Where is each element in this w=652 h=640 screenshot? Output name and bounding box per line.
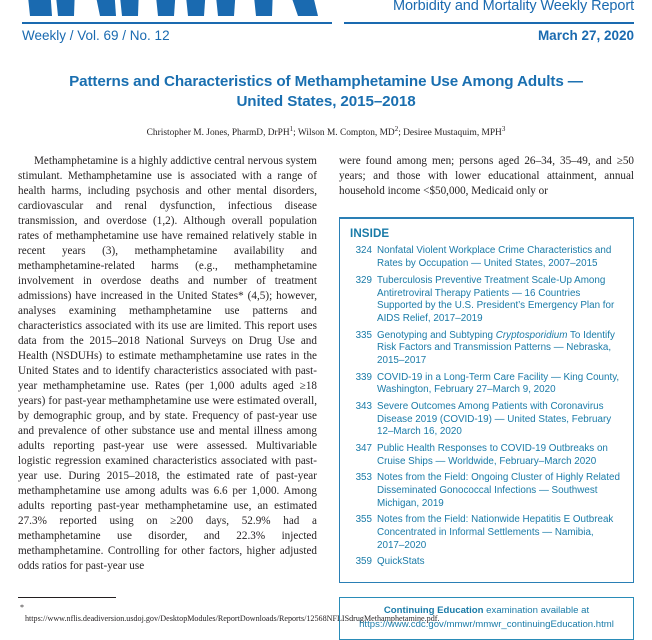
inside-item-title [377, 443, 623, 469]
author-1-affiliation: 1 [289, 125, 294, 134]
inside-page-number: 324 [355, 245, 372, 257]
abstract-continuation: were found among men; persons aged 26–34, 35–49, and ≥50 years; and those with lower educational attainment, annual household income <$50,000, Medicaid only or [339, 155, 634, 198]
inside-title-part: Tuberculosis Preventive Treatment Scale-Up Among Antiretroviral Therapy Patients — 16 Countries Supported by the U.S. President’s Emergency Plan for AIDS Relief, 2017–2019 [377, 274, 615, 325]
continuing-education-url[interactable]: https://www.cdc.gov/mmwr/mmwr_continuingEducation.html [359, 618, 614, 630]
article-authors [30, 125, 622, 139]
inside-title-part: Nonfatal Violent Workplace Crime Characteristics and Rates by Occupation — United States, 2007–2015 [377, 245, 612, 270]
two-column-layout [0, 154, 652, 639]
inside-title-part: Public Health Responses to COVID-19 Outbreaks on Cruise Ships — Worldwide, February–March 2020 [377, 442, 608, 467]
author-1: Christopher M. Jones, PharmD, DrPH [146, 128, 290, 139]
article-header [0, 72, 652, 139]
list-item[interactable] [350, 556, 623, 569]
continuing-education-text: examination available at [483, 605, 590, 617]
author-3-affiliation: 3 [501, 125, 506, 134]
inside-page-number: 329 [355, 274, 372, 286]
issue-date: March 27, 2020 [537, 28, 634, 43]
inside-box [339, 217, 634, 583]
article-title-line-1: Patterns and Characteristics of Methamphetamine Use Among Adults — [69, 73, 583, 90]
continuing-education-box [339, 597, 634, 639]
article-title-line-2: United States, 2015–2018 [236, 93, 416, 111]
continuing-education-label [384, 605, 589, 616]
inside-title-part: COVID-19 in a Long-Term Care Facility — King County, Washington, February 27–March 9, 2020 [377, 371, 620, 396]
inside-page-number: 335 [355, 329, 372, 341]
inside-title-part: QuickStats [377, 556, 425, 568]
list-item[interactable] [350, 245, 623, 271]
volume-issue-line: Weekly / Vol. 69 / No. 12 [22, 28, 170, 43]
inside-page-number: 355 [355, 514, 372, 525]
footnote-divider [18, 597, 116, 598]
footnote-marker: * [20, 602, 25, 612]
inside-item-title [377, 245, 623, 271]
masthead-rule-right [344, 22, 634, 24]
inside-item-title [377, 556, 623, 569]
right-column [339, 154, 634, 639]
inside-page-number: 359 [355, 556, 372, 568]
inside-page-number: 343 [355, 400, 372, 412]
list-item[interactable] [350, 372, 623, 398]
inside-page-number: 339 [355, 371, 372, 383]
footnote-url[interactable]: https://www.nflis.deadiversion.usdoj.gov/DesktopModules/ReportDownloads/Reports/12568NFLISdrugMethamphetamine.pdf. [25, 613, 440, 623]
author-2-affiliation: 2 [394, 125, 399, 134]
masthead-rule-left [22, 22, 332, 24]
list-item[interactable] [350, 514, 623, 553]
list-item[interactable] [350, 472, 623, 511]
list-item[interactable] [350, 330, 623, 369]
inside-title-part: Genotyping and Subtyping [377, 329, 496, 341]
inside-item-title [377, 472, 623, 511]
inside-title-part: Severe Outcomes Among Patients with Coronavirus Disease 2019 (COVID-19) — United States, February 12–March 16, 2020 [377, 400, 612, 438]
author-separator-1: ; Wilson M. Compton, MD [293, 128, 395, 139]
list-item[interactable] [350, 443, 623, 469]
inside-item-title [377, 372, 623, 398]
inside-item-title [377, 275, 623, 326]
author-separator-2: ; Desiree Mustaquim, MPH [398, 128, 502, 139]
page-title [30, 72, 622, 112]
inside-contents-list [350, 245, 623, 568]
list-item[interactable] [350, 401, 623, 440]
masthead [0, 0, 652, 48]
inside-heading: INSIDE [350, 227, 390, 241]
inside-title-part: Notes from the Field: Nationwide Hepatitis E Outbreak Concentrated in Informal Settlements — Namibia, 2017–2020 [377, 514, 614, 551]
masthead-tagline: Morbidity and Mortality Weekly Report [392, 0, 634, 14]
inside-item-title [377, 401, 623, 440]
inside-page-number: 347 [355, 442, 372, 454]
continuing-education-bold: Continuing Education [383, 605, 484, 617]
inside-page-number: 353 [355, 471, 372, 483]
inside-title-tail: To Identify Risk Factors and Transmission Patterns — Nebraska, 2015–2017 [377, 329, 615, 367]
inside-item-title [377, 514, 623, 553]
inside-title-part: Notes from the Field: Ongoing Cluster of Highly Related Disseminated Gonococcal Infections — Southwest Michigan, 2019 [377, 471, 620, 509]
list-item[interactable] [350, 275, 623, 326]
inside-title-italic: Cryptosporidium [495, 329, 568, 341]
inside-item-title [377, 330, 623, 369]
abstract-paragraph: Methamphetamine is a highly addictive central nervous system stimulant. Methamphetamine use is associated with a range of health harms, including psychosis and other mental disorders, cardiovascular and renal dysfunction, infectious disease transmission, and overdose (1,2). Although overall population rates of methamphetamine use have remained relatively stable in recent years (3), methamphetamine availability and methamphetamine-related harms (e.g., methamphetamine involvement in overdose deaths and number of treatment admissions) have increased in the United States* (4,5); however, analyses examining methamphetamine use patterns and characteristics associated with its use are limited. This report uses data from the 2015–2018 National Surveys on Drug Use and Health (NSDUHs) to estimate methamphetamine use rates in the United States and to identify characteristics associated with past-year methamphetamine use. Rates (per 1,000 adults aged ≥18 years) for past-year methamphetamine use were estimated overall, by demographic group, and by state. Frequency of past-year use and prevalence of other substance use and mental illness among adults reporting past-year use were assessed. Multivariable logistic regression examined characteristics associated with past-year use. During 2015–2018, the estimated rate of past-year methamphetamine use among adults was 6.6 per 1,000. Among adults reporting past-year methamphetamine use, an estimated 27.3% reported using on ≥200 days, 52.9% had a methamphetamine use disorder, and 22.3% injected methamphetamine. Controlling for other factors, higher adjusted odds ratios for past-year use [18, 155, 317, 573]
